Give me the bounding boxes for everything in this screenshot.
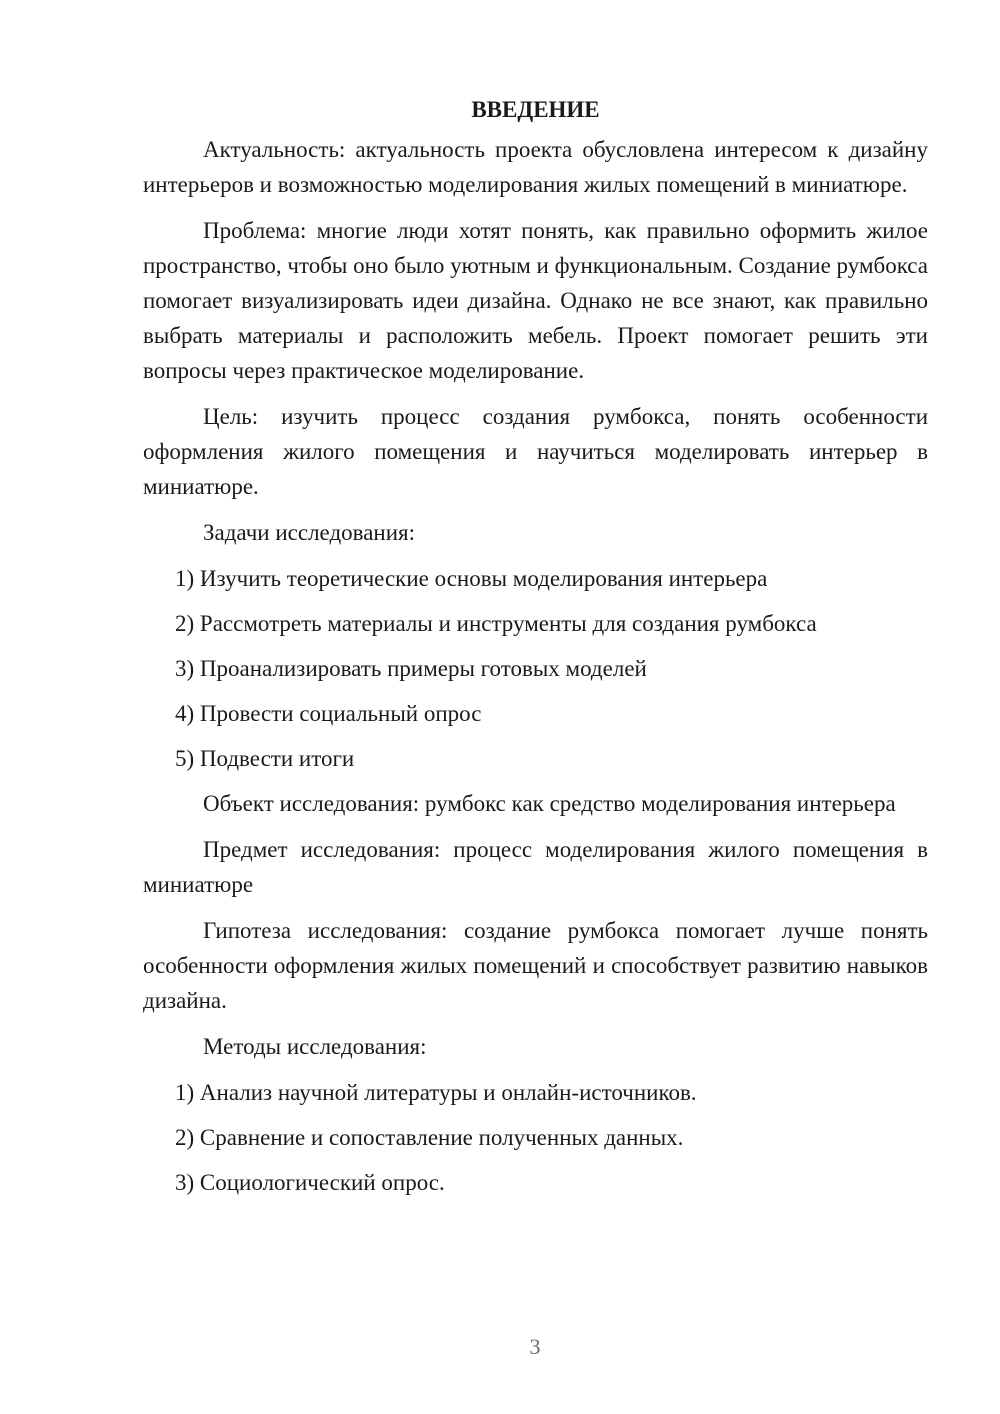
- object-paragraph: Объект исследования: румбокс как средство моделирования интерьера: [203, 791, 896, 816]
- relevance-paragraph: Актуальность: актуальность проекта обусловлена интересом к дизайну интерьеров и возможностью моделирования жилых помещений в миниатюре.: [143, 137, 928, 197]
- methods-list: [143, 1075, 928, 1200]
- list-item: 5) Подвести итоги: [175, 746, 355, 771]
- tasks-list: [143, 561, 928, 776]
- document-page: [143, 92, 928, 1210]
- list-item: 2) Рассмотреть материалы и инструменты для создания румбокса: [175, 611, 817, 636]
- problem-paragraph: Проблема: многие люди хотят понять, как правильно оформить жилое пространство, чтобы оно было уютным и функциональным. Создание румбокса помогает визуализировать идеи дизайна. Однако не все знают, как правильно выбрать материалы и расположить мебель. Проект помогает решить эти вопросы через практическое моделирование.: [143, 218, 928, 383]
- list-item: 1) Анализ научной литературы и онлайн-источников.: [175, 1080, 697, 1105]
- goal-paragraph: Цель: изучить процесс создания румбокса, понять особенности оформления жилого помещения и научиться моделировать интерьер в миниатюре.: [143, 404, 928, 499]
- list-item: 3) Проанализировать примеры готовых моделей: [175, 656, 647, 681]
- methods-heading: Методы исследования:: [203, 1034, 427, 1059]
- hypothesis-paragraph: Гипотеза исследования: создание румбокса помогает лучше понять особенности оформления жилых помещений и способствует развитию навыков дизайна.: [143, 918, 928, 1013]
- page-number: 3: [529, 1334, 541, 1359]
- subject-paragraph: Предмет исследования: процесс моделирования жилого помещения в миниатюре: [143, 837, 928, 897]
- list-item: 4) Провести социальный опрос: [175, 701, 482, 726]
- list-item: 2) Сравнение и сопоставление полученных данных.: [175, 1125, 684, 1150]
- list-item: 3) Социологический опрос.: [175, 1170, 445, 1195]
- page-title: ВВЕДЕНИЕ: [471, 97, 600, 122]
- tasks-heading: Задачи исследования:: [203, 520, 416, 545]
- list-item: 1) Изучить теоретические основы моделирования интерьера: [175, 566, 768, 591]
